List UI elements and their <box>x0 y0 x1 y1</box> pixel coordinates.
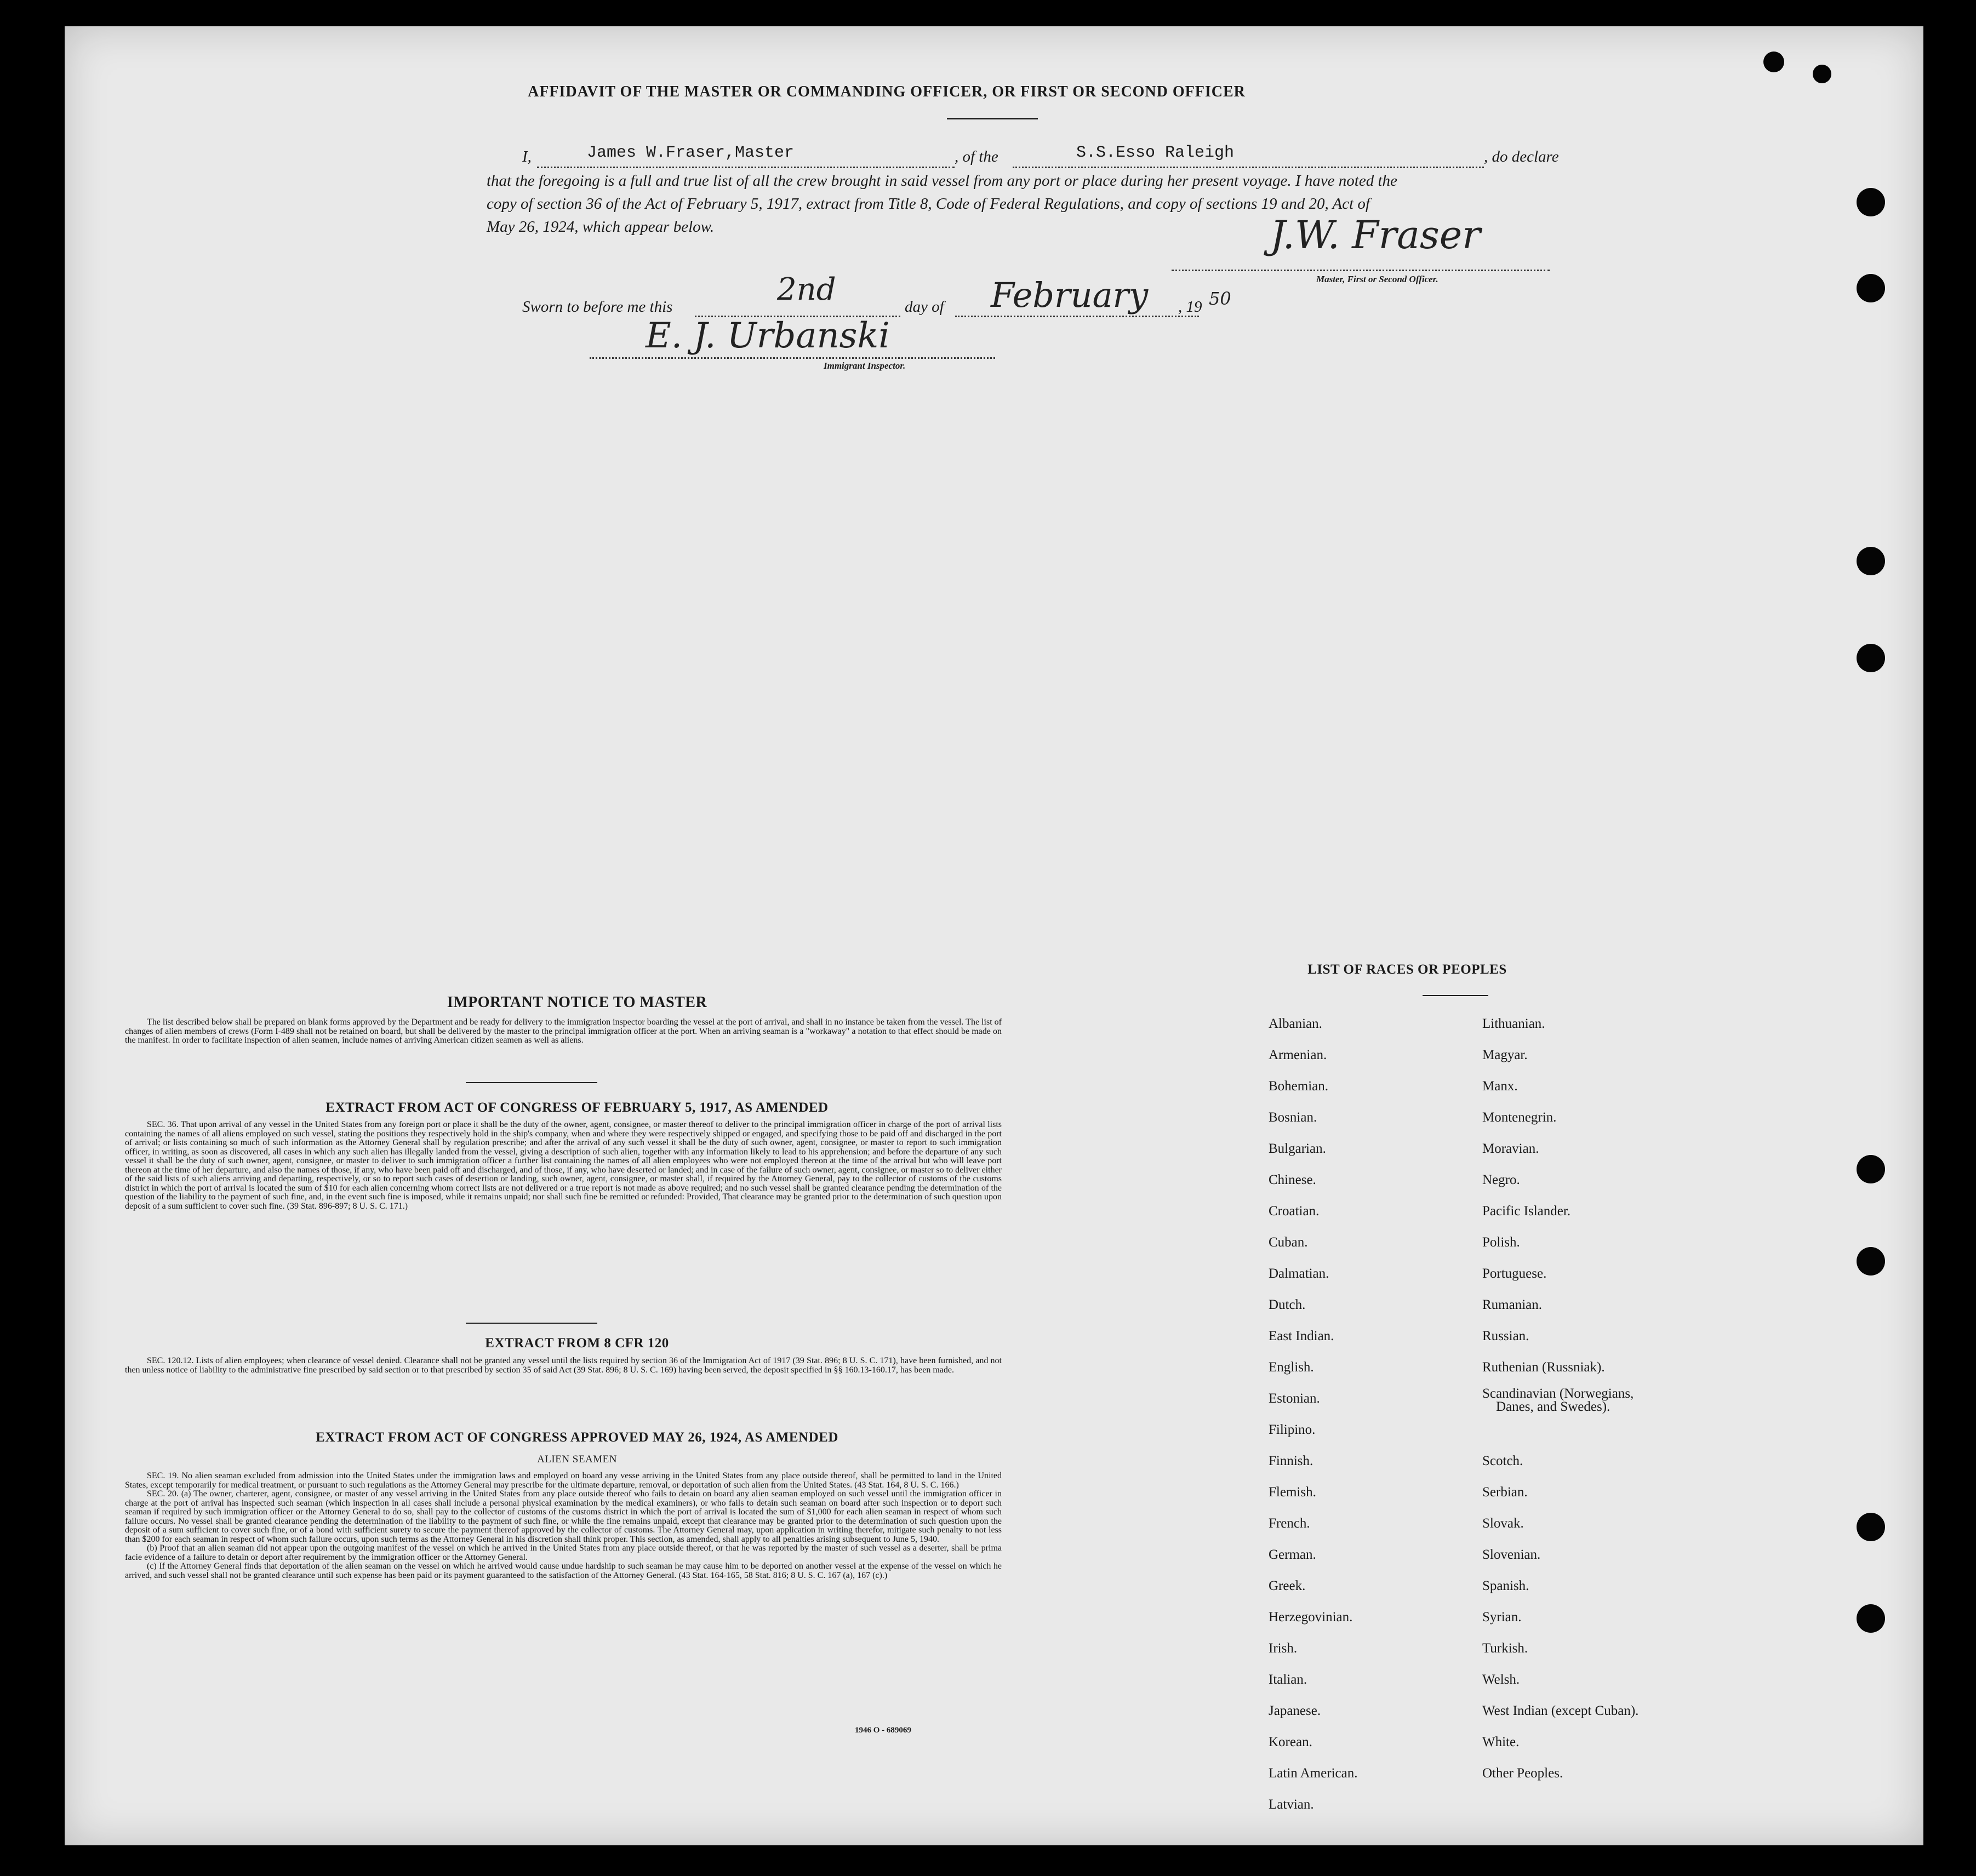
notice-body: The list described below shall be prepared on blank forms approved by the Department and be ready for delivery to the immigration inspector boarding the vessel at the port of arrival, and shall in no instance be taken from the vessel. The list of changes of alien members of crews (Form I-489 shall not be retained on board, but shall be delivered by the master to the principal immigration officer at the port. When an arriving seaman is a "workaway" a notation to that effect should be made on the manifest. In order to facilitate inspection of alien seamen, include names of arriving American citizen seamen as well as aliens. <box>125 1017 1002 1045</box>
race-item: Slovenian. <box>1482 1547 1541 1562</box>
notice-title: IMPORTANT NOTICE TO MASTER <box>447 994 707 1011</box>
race-item: Scandinavian (Norwegians, Danes, and Swedes). <box>1482 1386 1634 1414</box>
race-item: Armenian. <box>1269 1048 1327 1062</box>
day-of-label: day of <box>905 298 944 316</box>
punch-hole <box>1857 644 1885 672</box>
print-code: 1946 O - 689069 <box>855 1726 911 1735</box>
race-item: Negro. <box>1482 1172 1520 1187</box>
race-item: Bosnian. <box>1269 1110 1317 1125</box>
race-item: East Indian. <box>1269 1329 1334 1343</box>
race-item: Bulgarian. <box>1269 1141 1326 1156</box>
punch-hole <box>1857 1247 1885 1276</box>
do-declare-label: , do declare <box>1484 148 1559 165</box>
race-item: Turkish. <box>1482 1641 1528 1656</box>
extract-1917-body: SEC. 36. That upon arrival of any vessel in the United States from any foreign port or place it shall be the duty of the owner, agent, consignee, or master thereof to deliver to the principal immigration officer in charge of the port of arrival lists containing the names of all aliens employed on such vessel, stating the positions they respectively hold in the ship's company, when and where they were respectively shipped or engaged, and specifying those to be paid off and discharged in the port of arrival; or lists containing so much of such information as the Attorney General shall by regulation prescribe; and after the arrival of any such vessel it shall be the duty of such owner, agent, consignee, or master to report to such immigration officer, in writing, as soon as discovered, all cases in which any such alien has illegally landed from the vessel, giving a description of such alien, together with any information likely to lead to his apprehension; and before the departure of any such vessel it shall be the duty of such owner, agent, consignee, or master to deliver to such immigration officer a further list containing the names of all alien employees who were not employed thereon at the time of the arrival but who will leave port thereon at the time of her departure, and also the names of those, if any, who have been paid off and discharged, and of those, if any, who have deserted or landed; and in case of the failure of such owner, agent, consignee, or master so to deliver either of the said lists of such aliens arriving and departing, respectively, or so to report such cases of desertion or landing, such owner, agent, consignee, or master shall, if required by the Attorney General, pay to the collector of customs of the customs district in which the port of arrival is located the sum of $10 for each alien concerning whom correct lists are not delivered or a true report is not made as above required; and no such vessel shall be granted clearance pending the determination of the question of the liability to the payment of such fine, and, in the event such fine is imposed, while it remains unpaid; nor shall such fine be remitted or refunded: Provided, That clearance may be granted prior to the determination of such question upon deposit of a sum sufficient to cover such fine. (39 Stat. 896-897; 8 U. S. C. 171.) <box>125 1120 1002 1211</box>
punch-hole <box>1857 274 1885 302</box>
signature-caption: Master, First or Second Officer. <box>1316 274 1438 284</box>
race-item: Portuguese. <box>1482 1266 1547 1281</box>
race-item: Dutch. <box>1269 1297 1306 1312</box>
race-item: Finnish. <box>1269 1454 1313 1468</box>
sworn-month: February <box>991 275 1149 315</box>
master-signature: J.W. Fraser <box>1270 213 1481 258</box>
declaration-line-2: that the foregoing is a full and true list of all the crew brought in said vessel from any port or place during her present voyage. I have noted the <box>487 172 1397 190</box>
race-item: Cuban. <box>1269 1235 1308 1250</box>
race-item: English. <box>1269 1360 1314 1375</box>
inspector-signature: E. J. Urbanski <box>646 316 890 356</box>
races-rule <box>1423 995 1488 996</box>
name-fill-line <box>537 167 955 168</box>
of-the-label: , of the <box>955 148 998 165</box>
race-item: Herzegovinian. <box>1269 1610 1353 1625</box>
race-item: Dalmatian. <box>1269 1266 1329 1281</box>
section-rule <box>466 1323 597 1324</box>
i-label: I, <box>522 148 532 165</box>
race-item: Lithuanian. <box>1482 1016 1545 1031</box>
race-item: Pacific Islander. <box>1482 1204 1571 1219</box>
race-item: Russian. <box>1482 1329 1529 1343</box>
inspector-line <box>590 357 995 359</box>
race-item: Rumanian. <box>1482 1297 1543 1312</box>
race-item: Korean. <box>1269 1735 1312 1749</box>
signature-line <box>1172 270 1550 271</box>
sec-20a: SEC. 20. (a) The owner, charterer, agent, consignee, or master of any vessel arriving in the United States from any place outside thereof who fails to detain on board any alien seaman employed on such vessel until the immigration officer in charge at the port of arrival has inspected such seaman (which inspection in all cases shall include a personal physical examination by the medical examiners), or who fails to detain such seaman on board after such inspection or to deport such seaman if required by such immigration officer or the Attorney General to do so, shall pay to the collector of customs of the customs district in which the port of arrival is located the sum of $1,000 for each alien seaman in respect of whom such failure occurs. No vessel shall be granted clearance pending the determination of the liability to the payment of such fine, or while the fine remains unpaid, except that clearance may be granted prior to the determination of such question upon the deposit of a sum sufficient to cover such fine, or of a bond with sufficient surety to secure the payment thereof approved by the collector of customs. The Attorney General may, upon application in writing therefor, mitigate such penalty to not less than $200 for each seaman in respect of whom such failure occurs, upon such terms as the Attorney General in his discretion shall think proper. This section, as amended, shall apply to all penalties arising subsequent to June 5, 1940. <box>125 1489 1002 1544</box>
punch-hole <box>1763 52 1784 72</box>
race-item: West Indian (except Cuban). <box>1482 1703 1639 1718</box>
affidavit-title: AFFIDAVIT OF THE MASTER OR COMMANDING OFFICER, OR FIRST OR SECOND OFFICER <box>528 83 1246 100</box>
race-item: Slovak. <box>1482 1516 1524 1531</box>
race-item: Spanish. <box>1482 1578 1529 1593</box>
race-item: Filipino. <box>1269 1422 1316 1437</box>
race-item: Manx. <box>1482 1079 1518 1094</box>
declaration-line-3: copy of section 36 of the Act of February 5, 1917, extract from Title 8, Code of Federal Regulations, and copy of sections 19 and 20, Act of <box>487 195 1370 213</box>
extract-1924-body <box>125 1472 1002 1580</box>
race-item: White. <box>1482 1735 1520 1749</box>
race-item <box>1482 1414 1638 1445</box>
extract-cfr-title: EXTRACT FROM 8 CFR 120 <box>485 1336 669 1351</box>
race-item: Latvian. <box>1269 1797 1314 1812</box>
race-item: Estonian. <box>1269 1391 1320 1406</box>
master-name: James W.Fraser,Master <box>586 144 795 162</box>
sec-19: SEC. 19. No alien seaman excluded from admission into the United States under the immigration laws and employed on board any vesse arriving in the United States from any place outside thereof, shall be permitted to land in the United States, except temporarily for medical treatment, or pursuant to such regulations as the Attorney General may prescribe for the ultimate departure, removal, or deportation of such alien from the United States. (43 Stat. 164, 8 U. S. C. 166.) <box>125 1471 1002 1490</box>
punch-hole <box>1857 1604 1885 1633</box>
race-item: Bohemian. <box>1269 1079 1329 1094</box>
race-item: French. <box>1269 1516 1310 1531</box>
sworn-label: Sworn to before me this <box>522 298 673 316</box>
race-item: Moravian. <box>1482 1141 1539 1156</box>
punch-hole <box>1813 65 1831 83</box>
sworn-year: 50 <box>1209 288 1231 309</box>
race-item: Albanian. <box>1269 1016 1322 1031</box>
race-item: Japanese. <box>1269 1703 1321 1718</box>
race-item: Ruthenian (Russniak). <box>1482 1360 1605 1375</box>
declaration-line-4: May 26, 1924, which appear below. <box>487 218 715 236</box>
race-item: Flemish. <box>1269 1485 1316 1500</box>
sec-20c: (c) If the Attorney General finds that deportation of the alien seaman on the vessel on which he arrived would cause undue hardship to such seaman he may cause him to be deported on another vessel at the expense of the vessel on which he arrived, and such vessel shall not be granted clearance until such expense has been paid or its payment guaranteed to the satisfaction of the Attorney General. (43 Stat. 164-165, 58 Stat. 816; 8 U. S. C. 167 (a), 167 (c).) <box>125 1562 1002 1580</box>
race-item: Chinese. <box>1269 1172 1316 1187</box>
punch-hole <box>1857 1155 1885 1183</box>
races-title: LIST OF RACES OR PEOPLES <box>1307 962 1507 977</box>
races-left-list <box>1269 1008 1357 1820</box>
race-item: Montenegrin. <box>1482 1110 1557 1125</box>
punch-hole <box>1857 188 1885 216</box>
punch-hole <box>1857 1513 1885 1541</box>
race-item: Other Peoples. <box>1482 1766 1563 1781</box>
sec-20b: (b) Proof that an alien seaman did not appear upon the outgoing manifest of the vessel on which he arrived in the United States from any place outside thereof, or that he was reported by the master of such vessel as a deserter, shall be prima facie evidence of a failure to detain or deport after requirement by the immigration officer or the Attorney General. <box>125 1543 1002 1562</box>
section-rule <box>466 1082 597 1083</box>
alien-seamen-subtitle: ALIEN SEAMEN <box>537 1454 617 1465</box>
race-item: Greek. <box>1269 1578 1306 1593</box>
race-item: Polish. <box>1482 1235 1520 1250</box>
month-fill-line <box>955 316 1199 317</box>
race-item: Syrian. <box>1482 1610 1522 1625</box>
race-item: Irish. <box>1269 1641 1298 1656</box>
race-item: Serbian. <box>1482 1485 1528 1500</box>
race-item: Italian. <box>1269 1672 1307 1687</box>
sworn-day: 2nd <box>777 272 836 307</box>
race-item: Latin American. <box>1269 1766 1358 1781</box>
race-item: Magyar. <box>1482 1048 1528 1062</box>
races-right-list <box>1482 1008 1638 1789</box>
document-page <box>65 26 1923 1845</box>
race-item: Croatian. <box>1269 1204 1320 1219</box>
punch-hole <box>1857 547 1885 575</box>
inspector-caption: Immigrant Inspector. <box>824 361 906 371</box>
vessel-fill-line <box>1013 167 1484 168</box>
extract-cfr-body: SEC. 120.12. Lists of alien employees; when clearance of vessel denied. Clearance shall not be granted any vessel until the lists required by section 36 of the Immigration Act of 1917 (39 Stat. 896; 8 U. S. C. 171), have been furnished, and not then unless notice of liability to the administrative fine prescribed by said section or to that prescribed by section 35 of said Act (39 Stat. 896; 8 U. S. C. 169) having been served, the deposit specified in §§ 160.13-160.17, has been made. <box>125 1356 1002 1375</box>
extract-1924-title: EXTRACT FROM ACT OF CONGRESS APPROVED MAY 26, 1924, AS AMENDED <box>316 1430 838 1445</box>
vessel-name: S.S.Esso Raleigh <box>1076 144 1235 162</box>
year-prefix: , 19 <box>1178 298 1202 316</box>
extract-1917-title: EXTRACT FROM ACT OF CONGRESS OF FEBRUARY 5, 1917, AS AMENDED <box>325 1100 829 1115</box>
title-rule <box>947 118 1038 119</box>
race-item: Welsh. <box>1482 1672 1520 1687</box>
race-item: German. <box>1269 1547 1316 1562</box>
race-item: Scotch. <box>1482 1454 1523 1468</box>
